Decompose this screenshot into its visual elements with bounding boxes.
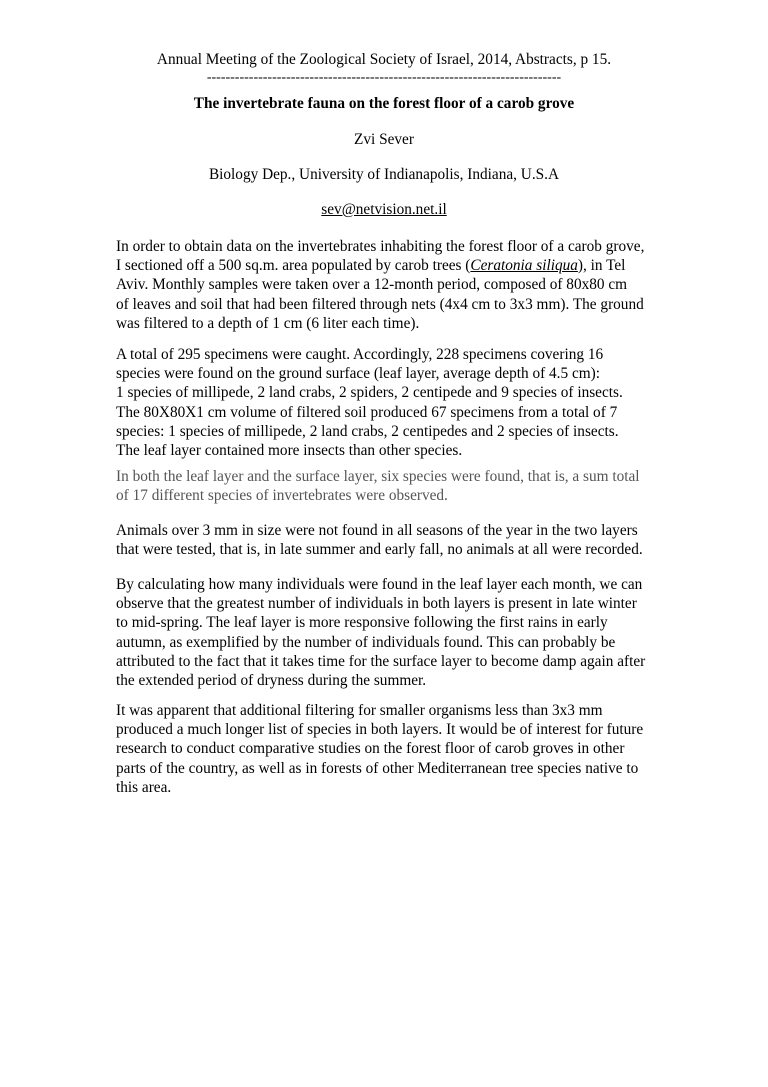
header-divider: ---------------------------------------------------------------------------- (206, 70, 562, 85)
author-affiliation: Biology Dep., University of Indianapolis, Indiana, U.S.A (208, 166, 560, 183)
header-citation: Annual Meeting of the Zoological Society of Israel, 2014, Abstracts, p 15. (156, 51, 612, 68)
paragraph-results: A total of 295 specimens were caught. Accordingly, 228 specimens covering 16 species were found on the ground surface (leaf layer, average depth of 4.5 cm): 1 species of millipede, 2 land crabs, 2 spiders, 2 centipede and 9 species of insects. The 80X80X1 cm volume of filtered soil produced 67 specimens from a total of 7 species: 1 species of millipede, 2 land crabs, 2 centipedes and 2 species of insects. The leaf layer contained more insects than other species. (116, 346, 623, 460)
author-name: Zvi Sever (354, 131, 414, 148)
email-link[interactable]: sev@netvision.net.il (321, 201, 447, 218)
species-name: Ceratonia siliqua (470, 257, 578, 275)
paragraph-methods-text-b: ), in Tel Aviv. Monthly samples were taken over a 12-month period, composed of 80x80 cm of leaves and soil that had been filtered through nets (4x4 cm to 3x3 mm). The ground was filtered to a depth of 1 cm (6 liter each time). (116, 257, 644, 332)
paragraph-size: Animals over 3 mm in size were not found in all seasons of the year in the two layers that were tested, that is, in late summer and early fall, no animals at all were recorded. (116, 522, 643, 559)
paragraph-methods-text-a: In order to obtain data on the invertebrates inhabiting the forest floor of a carob grove, I sectioned off a 500 sq.m. area populated by carob trees ( (116, 238, 645, 275)
author-email (0, 200, 768, 219)
abstract-title: The invertebrate fauna on the forest floor of a carob grove (193, 95, 575, 112)
paragraph-seasonal: By calculating how many individuals were found in the leaf layer each month, we can observe that the greatest number of individuals in both layers is present in late winter to mid-spring. The leaf layer is more responsive following the first rains in early autumn, as exemplified by the number of individuals found. This can probably be attributed to the fact that it takes time for the surface layer to become damp again after the extended period of dryness during the summer. (116, 576, 646, 690)
paragraph-species-total: In both the leaf layer and the surface layer, six species were found, that is, a sum total of 17 different species of invertebrates were observed. (116, 468, 640, 505)
paragraph-methods (116, 237, 656, 333)
paragraph-conclusion: It was apparent that additional filtering for smaller organisms less than 3x3 mm produced a much longer list of species in both layers. It would be of interest for future research to conduct comparative studies on the forest floor of carob groves in other parts of the country, as well as in forests of other Mediterranean tree species native to this area. (116, 702, 644, 796)
